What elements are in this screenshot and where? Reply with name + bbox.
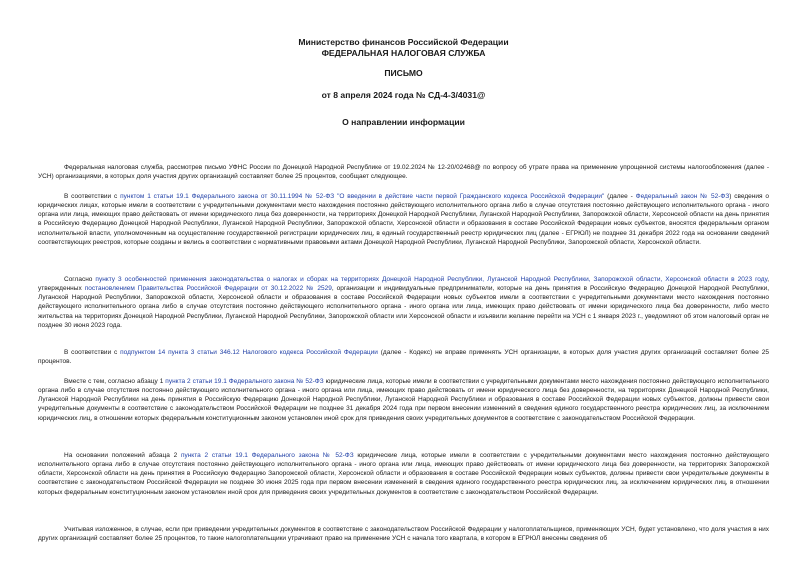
document-date-number: от 8 апреля 2024 года № СД-4-3/4031@ [321, 90, 486, 100]
paragraph-text: В соответствии с [64, 192, 121, 200]
paragraph-3 [38, 275, 769, 331]
government-decree-2529-link[interactable]: постановлением Правительства Российской Федерации от 30.12.2022 № 2529 [84, 284, 332, 292]
tax-features-point-3-link[interactable]: пункту 3 особенностей применения законодательства о налогах и сборах на территориях Донецкой Народной Республики, Луганской Народной Республики, Запорожской области, Херсонской области в 2023 году [95, 275, 768, 283]
paragraph-6 [38, 451, 769, 497]
paragraph-text: (далее - [604, 192, 636, 200]
paragraph-text: В соответствии с [64, 348, 121, 356]
paragraph-text: ) сведения о юридических лицах, которые имели в соответствии с учредительными документами место нахождения постоянно действующего исполнительного органа либо в случае отсутствия постоянно действующего исполнительного органа - иного органа или лица, имеющих право действовать от имени юридического лица без доверенности, на территориях Донецкой Народной Республики, Луганской Народной Республики, Запорожской области, Херсонской области на день принятия в Российскую Федерацию Донецкой Народной Республики, Луганской Народной Республики, Запорожской области, Херсонской области и образования в составе Российской Федерации новых субъектов, вносятся федеральным органом исполнительной власти, уполномоченным на осуществление государственной регистрации юридических лиц, в единый государственный реестр юридических лиц (далее - ЕГРЮЛ) не позднее 31 декабря 2022 года на основании сведений соответствующих реестров, которые созданы и велись в соответствии с нормативными правовыми актами Донецкой Народной Республики, Луганской Народной Республики, Запорожской области, Херсонской области. [38, 192, 769, 246]
law-52fz-point-2-link-2[interactable]: пункта 2 статьи 19.1 Федерального закона № 52-ФЗ [180, 451, 354, 459]
paragraph-text: юридические лица, которые имели в соответствии с учредительными документами место нахождения постоянно действующего исполнительного органа либо в случае отсутствия постоянно действующего исполнительного органа - иного органа или лица, имеющих право действовать от имени юридического лица без доверенности, на территориях Донецкой Народной Республики, Луганской Народной Республики на день принятия в Российскую Федерацию Донецкой Народной Республики, Луганской Народной Республики и образования в составе Российской Федерации новых субъектов, должны привести свои учредительные документы в соответствие с законодательством Российской Федерации не позднее 31 декабря 2024 года при первом внесении изменений в сведения единого государственного реестра юридических лиц, за исключением юридических лиц, в отношении которых федеральным конституционным законом установлен иной срок для приведения своих учредительных документов в соответствие с законодательством Российской Федерации. [38, 377, 770, 422]
paragraph-text: юридические лица, которые имели в соответствии с учредительными документами место нахождения постоянно действующего исполнительного органа либо в случае отсутствия постоянно действующего исполнительного органа - иного органа или лица, имеющих право действовать от имени юридического лица без доверенности, на территориях Запорожской области, Херсонской области на день принятия в Российскую Федерацию Запорожской области, Херсонской области и образования в составе Российской Федерации новых субъектов, должны привести свои учредительные документы в соответствие с законодательством Российской Федерации не позднее 30 июня 2025 года при первом внесении изменений в сведения единого государственного реестра юридических лиц, за исключением юридических лиц, в отношении которых федеральным конституционным законом установлен иной срок для приведения своих учредительных документов в соответствие с законодательством Российской Федерации. [38, 451, 769, 496]
paragraph-text: На основании положений абзаца 2 [64, 451, 181, 459]
paragraph-1: Федеральная налоговая служба, рассмотрев письмо УФНС России по Донецкой Народной Республике от 19.02.2024 № 12-20/02468@ по вопросу об утрате права на применение упрощенной системы налогообложения (далее - УСН) организациями, в которых доля участия других организаций составляет более 25 процентов, сообщает следующее. [38, 163, 769, 180]
ministry-name: Министерство финансов Российской Федерации [298, 37, 509, 47]
paragraph-text: Согласно [64, 275, 96, 283]
paragraph-text: , утвержденных [38, 275, 769, 292]
document-subject: О направлении информации [342, 117, 465, 127]
document-type: ПИСЬМО [384, 68, 423, 78]
paragraph-2 [38, 192, 769, 248]
service-name: ФЕДЕРАЛЬНАЯ НАЛОГОВАЯ СЛУЖБА [321, 48, 486, 58]
paragraph-text: , организации и индивидуальные предприниматели, которые на день принятия в Российскую Федерацию Донецкой Народной Республики, Луганской Народной Республики, Запорожской области, Херсонской области и образования в составе Российской Федерации новых субъектов имели в соответствии с учредительными документами место нахождения постоянно действующего исполнительного органа либо в случае отсутствия постоянно действующего исполнительного органа - иного органа или лица, имеющих право действовать от имени юридического лица без доверенности, либо место жительства на территориях Донецкой Народной Республики, Луганской Народной Республики, Запорожской области или Херсонской области и изъявили желание перейти на УСН с 1 января 2023 г., уведомляют об этом налоговый орган не позднее 30 июня 2023 года. [38, 284, 770, 329]
paragraph-text: (далее - Кодекс) не вправе применять УСН организации, в которых доля участия других организаций составляет более 25 процентов. [38, 348, 770, 365]
law-52fz-point-2-link[interactable]: пункта 2 статьи 19.1 Федерального закона № 52-ФЗ [165, 377, 324, 385]
paragraph-text: Вместе с тем, согласно абзацу 1 [64, 377, 166, 385]
tax-code-346-12-link[interactable]: подпунктом 14 пункта 3 статьи 346.12 Налогового кодекса Российской Федерации [120, 348, 378, 356]
paragraph-7: Учитывая изложенное, в случае, если при приведении учредительных документов в соответствие с законодательством Российской Федерации у налогоплательщиков, применяющих УСН, будет установлено, что доля участия в них других организаций составляет более 25 процентов, то такие налогоплательщики утрачивают право на применение УСН с начала того квартала, в котором в ЕГРЮЛ внесены сведения об [38, 525, 769, 542]
law-52fz-article-19-1-link[interactable]: пунктом 1 статьи 19.1 Федерального закона от 30.11.1994 № 52-ФЗ "О введении в действие части первой Гражданского кодекса Российской Федерации" [120, 192, 605, 200]
paragraph-5 [38, 377, 769, 423]
paragraph-4 [38, 348, 769, 367]
law-52fz-link[interactable]: Федеральный закон № 52-ФЗ [635, 192, 730, 200]
